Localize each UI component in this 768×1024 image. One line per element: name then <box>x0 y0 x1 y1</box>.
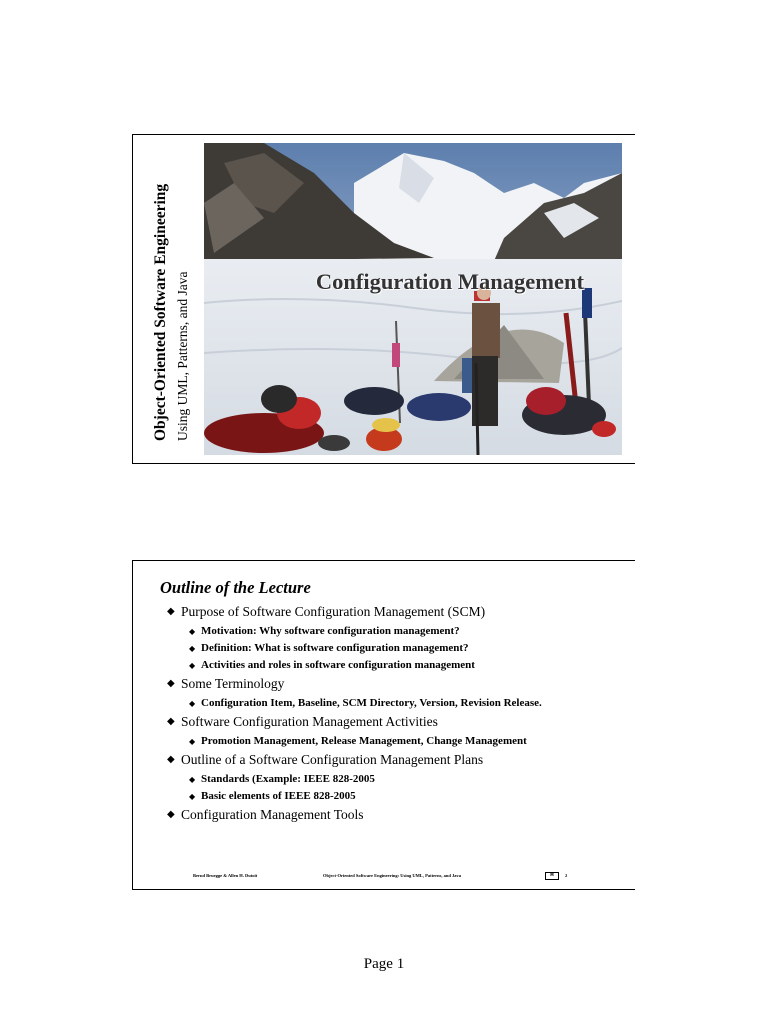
outline-list <box>167 603 607 827</box>
sub-item-text: Standards (Example: IEEE 828-2005 <box>201 773 375 785</box>
list-item <box>167 603 607 672</box>
logo-icon: ⌘ <box>545 872 559 880</box>
list-item <box>167 713 607 748</box>
bullet-icon: ◆ <box>189 661 196 670</box>
bullet-icon: ◆ <box>189 737 196 746</box>
presentation-title: Configuration Management <box>315 269 584 294</box>
sub-item-text: Definition: What is software configuration management? <box>201 642 469 654</box>
book-subtitle: Using UML, Patterns, and Java <box>175 271 190 441</box>
sub-item-text: Activities and roles in software configuration management <box>201 659 475 671</box>
sub-item-text: Motivation: Why software configuration management? <box>201 625 460 637</box>
list-item <box>167 675 607 710</box>
bullet-icon: ◆ <box>189 792 196 801</box>
mountain-camp-photo <box>204 143 622 455</box>
footer-authors: Bernd Bruegge & Allen H. Dutoit <box>193 873 258 878</box>
item-text: Some Terminology <box>181 676 285 691</box>
outline-heading: Outline of the Lecture <box>160 578 311 597</box>
book-title: Object-Oriented Software Engineering <box>152 183 169 441</box>
footer-book: Object-Oriented Software Engineering: Using UML, Patterns, and Java <box>323 873 462 878</box>
vertical-title-block <box>151 141 203 441</box>
page-label: Page 1 <box>363 956 405 972</box>
diamond-bullet-icon: ◆ <box>167 678 175 689</box>
item-text: Outline of a Software Configuration Management Plans <box>181 752 484 767</box>
list-item <box>167 806 607 824</box>
diamond-bullet-icon: ◆ <box>167 716 175 727</box>
sub-item-text: Promotion Management, Release Management, Change Management <box>201 735 527 747</box>
item-text: Software Configuration Management Activities <box>181 714 438 729</box>
sub-item-text: Basic elements of IEEE 828-2005 <box>201 790 356 802</box>
slide-outline <box>132 560 635 890</box>
diamond-bullet-icon: ◆ <box>167 606 175 617</box>
bullet-icon: ◆ <box>189 627 196 636</box>
bullet-icon: ◆ <box>189 775 196 784</box>
bullet-icon: ◆ <box>189 699 196 708</box>
sub-item-text: Configuration Item, Baseline, SCM Directory, Version, Revision Release. <box>201 697 542 709</box>
item-text: Purpose of Software Configuration Management (SCM) <box>181 604 486 619</box>
footer-slide-number: 2 <box>565 873 568 878</box>
item-text: Configuration Management Tools <box>181 807 364 822</box>
diamond-bullet-icon: ◆ <box>167 754 175 765</box>
list-item <box>167 751 607 803</box>
diamond-bullet-icon: ◆ <box>167 809 175 820</box>
bullet-icon: ◆ <box>189 644 196 653</box>
slide-title <box>132 134 635 464</box>
